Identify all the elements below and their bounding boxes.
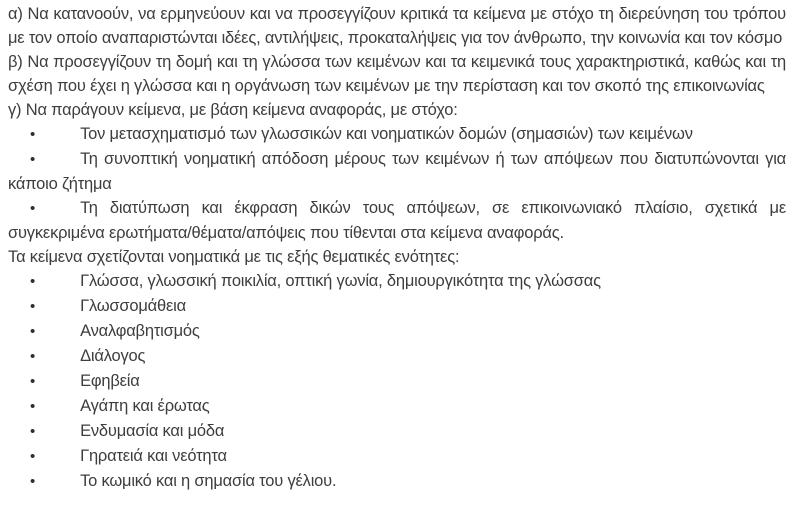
bullet-tab-gap — [35, 435, 80, 436]
bullet-icon: • — [30, 273, 36, 290]
bullet-item — [8, 344, 786, 369]
bullet-icon: • — [30, 126, 36, 143]
bullet-tab-gap — [35, 360, 80, 361]
bullet-icon: • — [30, 151, 36, 168]
bullet-item-text: Γλωσσομάθεια — [80, 297, 186, 315]
paragraph: γ) Να παράγουν κείμενα, με βάση κείμενα αναφοράς, με στόχο: — [8, 101, 458, 119]
bullet-tab-gap — [35, 410, 80, 411]
bullet-item — [8, 147, 786, 196]
bullet-icon: • — [30, 373, 36, 390]
bullet-icon: • — [30, 423, 36, 440]
bullet-tab-gap — [35, 163, 80, 164]
bullet-item-text: Αγάπη και έρωτας — [80, 397, 210, 415]
bullet-item-text: Το κωμικό και η σημασία του γέλιου. — [80, 472, 337, 490]
bullet-tab-gap — [35, 335, 80, 336]
bullet-tab-gap — [35, 460, 80, 461]
paragraph: α) Να κατανοούν, να ερμηνεύουν και να προσεγγίζουν κριτικά τα κείμενα με στόχο τη διερεύνηση του τρόπου με τον οποίο αναπαριστώνται ιδέες, αντιλήψεις, προκαταλήψεις για τον άνθρωπο, την κοινωνία και τον κόσμο — [8, 5, 786, 47]
bullet-tab-gap — [35, 485, 80, 486]
paragraph: Τα κείμενα σχετίζονται νοηματικά με τις εξής θεματικές ενότητες: — [8, 248, 460, 266]
bullet-item — [8, 444, 786, 469]
bullet-item — [8, 269, 786, 294]
bullet-icon: • — [30, 200, 36, 217]
bullet-item-text: Τη διατύπωση και έκφραση δικών τους απόψεων, σε επικοινωνιακό πλαίσιο, σχετικά με συγκεκριμένα ερωτήματα/θέματα/απόψεις που τίθενται στα κείμενα αναφοράς. — [8, 199, 786, 242]
bullet-item-text: Εφηβεία — [80, 372, 140, 390]
bullet-item-text: Διάλογος — [80, 347, 146, 365]
bullet-item — [8, 122, 786, 147]
bullet-tab-gap — [35, 138, 80, 139]
bullet-tab-gap — [35, 285, 80, 286]
bullet-item-text: Γλώσσα, γλωσσική ποικιλία, οπτική γωνία, δημιουργικότητα της γλώσσας — [80, 272, 601, 290]
bullet-item-text: Ενδυμασία και μόδα — [80, 422, 225, 440]
bullet-item-text: Τον μετασχηματισμό των γλωσσικών και νοηματικών δομών (σημασιών) των κειμένων — [80, 125, 693, 143]
bullet-item-text: Τη συνοπτική νοηματική απόδοση μέρους των κειμένων ή των απόψεων που διατυπώνονται για κάποιο ζήτημα — [8, 150, 786, 193]
bullet-icon: • — [30, 473, 36, 490]
bullet-tab-gap — [35, 212, 80, 213]
bullet-tab-gap — [35, 310, 80, 311]
bullet-tab-gap — [35, 385, 80, 386]
bullet-item — [8, 394, 786, 419]
bullet-item — [8, 196, 786, 245]
bullet-item — [8, 294, 786, 319]
paragraph: β) Να προσεγγίζουν τη δομή και τη γλώσσα των κειμένων και τα κειμενικά τους χαρακτηριστικά, καθώς και τη σχέση που έχει η γλώσσα και η οργάνωση των κειμένων με την περίσταση και τον σκοπό της επικοινωνίας — [8, 53, 786, 95]
bullet-item — [8, 369, 786, 394]
bullet-item-text: Αναλφαβητισμός — [80, 322, 200, 340]
bullet-icon: • — [30, 298, 36, 315]
bullet-icon: • — [30, 448, 36, 465]
bullet-icon: • — [30, 348, 36, 365]
bullet-item-text: Γηρατειά και νεότητα — [80, 447, 227, 465]
bullet-item — [8, 419, 786, 444]
bullet-icon: • — [30, 323, 36, 340]
bullet-icon: • — [30, 398, 36, 415]
bullet-item — [8, 469, 786, 494]
bullet-item — [8, 319, 786, 344]
